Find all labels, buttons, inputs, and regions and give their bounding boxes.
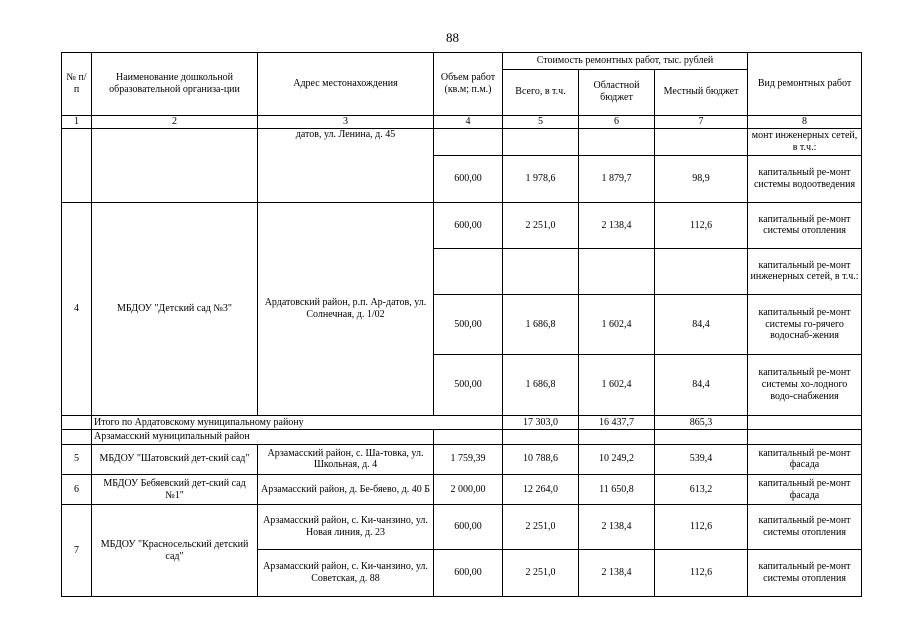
header-local: Местный бюджет: [655, 69, 748, 115]
local-cell: 539,4: [655, 444, 748, 474]
regional-cell: 10 249,2: [579, 444, 655, 474]
table-row: [62, 444, 862, 474]
work-type-cell: капитальный ре-монт системы хо-лодного водо-снабжения: [748, 355, 862, 415]
local-cell: [655, 248, 748, 294]
table-row: [62, 505, 862, 550]
volume-cell: 500,00: [434, 355, 503, 415]
num-cell: 7: [62, 505, 92, 597]
total-cell: 1 686,8: [503, 294, 579, 354]
work-type-cell: капитальный ре-монт системы отопления: [748, 203, 862, 249]
header-address: Адрес местонахождения: [258, 53, 434, 116]
address-cell: Арзамасский район, с. Ки-чанзино, ул. Советская, д. 88: [258, 550, 434, 597]
col-number: 7: [655, 115, 748, 129]
regional-cell: 2 138,4: [579, 203, 655, 249]
work-type-cell: капитальный ре-монт системы го-рячего водоснаб-жения: [748, 294, 862, 354]
col-number: 1: [62, 115, 92, 129]
total-cell: 12 264,0: [503, 474, 579, 504]
num-cell: [62, 129, 92, 203]
volume-cell: 600,00: [434, 156, 503, 203]
total-cell: [503, 430, 579, 445]
work-type-cell: капитальный ре-монт системы отопления: [748, 505, 862, 550]
regional-cell: 1 879,7: [579, 156, 655, 203]
total-cell: 1 686,8: [503, 355, 579, 415]
col-number: 8: [748, 115, 862, 129]
col-number: 4: [434, 115, 503, 129]
local-cell: 112,6: [655, 550, 748, 597]
column-numbers-row: [62, 115, 862, 129]
volume-cell: [434, 129, 503, 156]
local-cell: 84,4: [655, 294, 748, 354]
volume-cell: 1 759,39: [434, 444, 503, 474]
regional-cell: 2 138,4: [579, 505, 655, 550]
volume-cell: 500,00: [434, 294, 503, 354]
address-cell: датов, ул. Ленина, д. 45: [258, 129, 434, 203]
subtotal-row: [62, 415, 862, 430]
header-total: Всего, в т.ч.: [503, 69, 579, 115]
regional-cell: 1 602,4: [579, 294, 655, 354]
num-cell: [62, 430, 92, 445]
work-type-cell: монт инженерных сетей, в т.ч.:: [748, 129, 862, 156]
total-cell: 2 251,0: [503, 203, 579, 249]
regional-cell: 1 602,4: [579, 355, 655, 415]
col-number: 3: [258, 115, 434, 129]
regional-cell: [579, 129, 655, 156]
work-type-cell: [748, 430, 862, 445]
work-type-cell: капитальный ре-монт фасада: [748, 444, 862, 474]
num-cell: 5: [62, 444, 92, 474]
local-cell: [655, 430, 748, 445]
header-work-type: Вид ремонтных работ: [748, 53, 862, 116]
repair-works-table: [61, 52, 862, 597]
address-cell: Ардатовский район, р.п. Ар-датов, ул. Солнечная, д. 1/02: [258, 203, 434, 416]
header-regional: Областной бюджет: [579, 69, 655, 115]
regional-cell: [579, 430, 655, 445]
table-row: [62, 474, 862, 504]
regional-cell: [579, 248, 655, 294]
num-cell: 4: [62, 203, 92, 416]
total-cell: 2 251,0: [503, 505, 579, 550]
org-cell: МБДОУ "Детский сад №3": [92, 203, 258, 416]
volume-cell: 600,00: [434, 203, 503, 249]
work-type-cell: капитальный ре-монт системы водоотведения: [748, 156, 862, 203]
volume-cell: 600,00: [434, 505, 503, 550]
header-cost-group: Стоимость ремонтных работ, тыс. рублей: [503, 53, 748, 70]
local-cell: [655, 129, 748, 156]
col-number: 5: [503, 115, 579, 129]
total-cell: 17 303,0: [503, 415, 579, 430]
num-cell: [62, 415, 92, 430]
col-number: 2: [92, 115, 258, 129]
local-cell: 84,4: [655, 355, 748, 415]
volume-cell: [434, 430, 503, 445]
table-row: [62, 203, 862, 249]
header-volume: Объем работ (кв.м; п.м.): [434, 53, 503, 116]
work-type-cell: капитальный ре-монт инженерных сетей, в т.ч.:: [748, 248, 862, 294]
header-org: Наименование дошкольной образовательной организа-ции: [92, 53, 258, 116]
num-cell: 6: [62, 474, 92, 504]
address-cell: Арзамасский район, с. Ки-чанзино, ул. Новая линия, д. 23: [258, 505, 434, 550]
local-cell: 865,3: [655, 415, 748, 430]
local-cell: 112,6: [655, 203, 748, 249]
work-type-cell: капитальный ре-монт фасада: [748, 474, 862, 504]
volume-cell: 2 000,00: [434, 474, 503, 504]
total-cell: 1 978,6: [503, 156, 579, 203]
total-cell: 10 788,6: [503, 444, 579, 474]
total-cell: 2 251,0: [503, 550, 579, 597]
org-cell: МБДОУ "Красносельский детский сад": [92, 505, 258, 597]
work-type-cell: капитальный ре-монт системы отопления: [748, 550, 862, 597]
local-cell: 613,2: [655, 474, 748, 504]
volume-cell: [434, 248, 503, 294]
col-number: 6: [579, 115, 655, 129]
header-num: № п/п: [62, 53, 92, 116]
work-type-cell: [748, 415, 862, 430]
regional-cell: 11 650,8: [579, 474, 655, 504]
district-row: [62, 430, 862, 445]
page-number: 88: [446, 30, 459, 45]
total-cell: [503, 129, 579, 156]
subtotal-label: Итого по Ардатовскому муниципальному району: [92, 415, 503, 430]
local-cell: 98,9: [655, 156, 748, 203]
org-cell: МБДОУ Бебяевский дет-ский сад №1": [92, 474, 258, 504]
address-cell: Арзамасский район, с. Ша-товка, ул. Школьная, д. 4: [258, 444, 434, 474]
regional-cell: 16 437,7: [579, 415, 655, 430]
table-row: [62, 129, 862, 156]
address-cell: Арзамасский район, д. Бе-бяево, д. 40 Б: [258, 474, 434, 504]
regional-cell: 2 138,4: [579, 550, 655, 597]
total-cell: [503, 248, 579, 294]
district-label: Арзамасский муниципальный район: [92, 430, 434, 445]
volume-cell: 600,00: [434, 550, 503, 597]
header-row-1: [62, 53, 862, 70]
local-cell: 112,6: [655, 505, 748, 550]
org-cell: [92, 129, 258, 203]
org-cell: МБДОУ "Шатовский дет-ский сад": [92, 444, 258, 474]
